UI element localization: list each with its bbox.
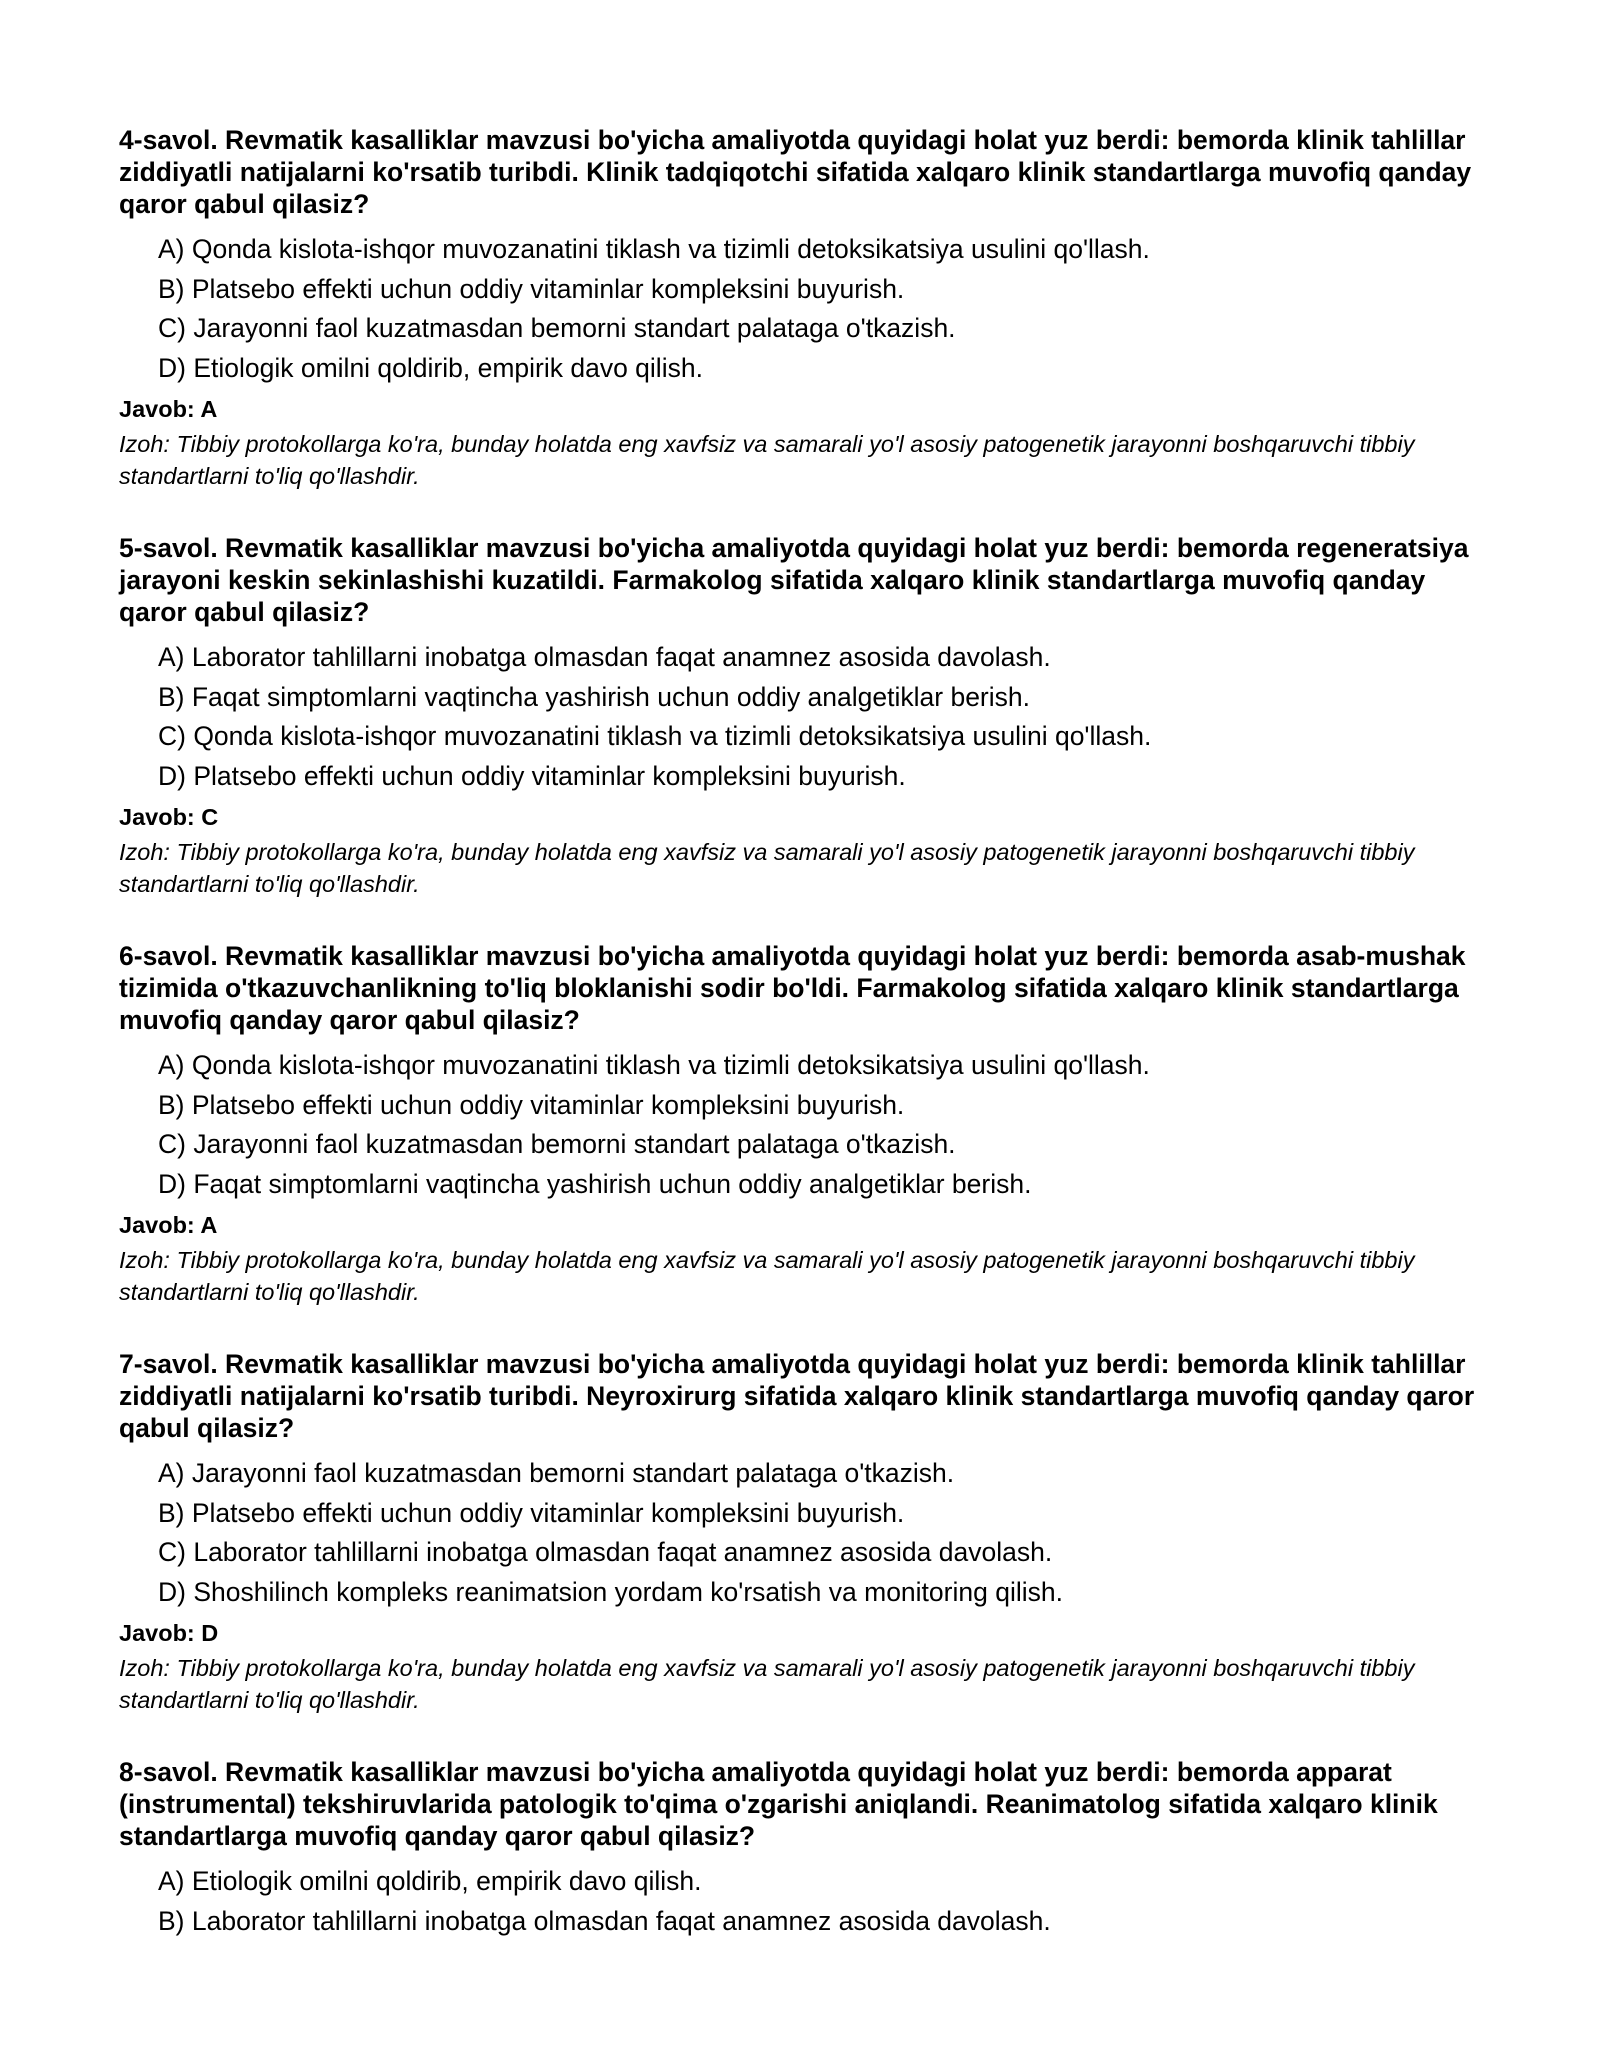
answer-key: Javob: D [119, 1620, 219, 1646]
option-b: B) Platsebo effekti uchun oddiy vitaminlar kompleksini buyurish. [158, 1497, 905, 1528]
option-c: C) Jarayonni faol kuzatmasdan bemorni standart palataga o'tkazish. [158, 1129, 956, 1159]
answer-key: Javob: C [119, 804, 219, 830]
answer-key: Javob: A [119, 1212, 218, 1238]
option-d: D) Shoshilinch kompleks reanimatsion yordam ko'rsatish va monitoring qilish. [158, 1576, 1063, 1607]
option-d: D) Etiologik omilni qoldirib, empirik davo qilish. [158, 352, 703, 383]
question-text: 4-savol. Revmatik kasalliklar mavzusi bo'yicha amaliyotda quyidagi holat yuz berdi: bemorda klinik tahlillar ziddiyatli natijalarni ko'rsatib turibdi. Klinik tadqiqotchi sifatida xalqaro klinik standartlarga muvofiq qanday qaror qabul qilasiz? [119, 125, 1472, 219]
question-6 [119, 940, 1489, 1308]
document-page [119, 124, 1489, 1941]
answer-key: Javob: A [119, 396, 218, 422]
answer-options [119, 638, 1489, 796]
answer-options [119, 1046, 1489, 1204]
option-d: D) Platsebo effekti uchun oddiy vitaminlar kompleksini buyurish. [158, 760, 906, 791]
question-8 [119, 1756, 1489, 1941]
question-text: 5-savol. Revmatik kasalliklar mavzusi bo'yicha amaliyotda quyidagi holat yuz berdi: bemorda regeneratsiya jarayoni keskin sekinlashishi kuzatildi. Farmakolog sifatida xalqaro klinik standartlarga muvofiq qanday qaror qabul qilasiz? [119, 533, 1469, 627]
option-a: A) Laborator tahlillarni inobatga olmasdan faqat anamnez asosida davolash. [158, 642, 1051, 672]
option-a: A) Qonda kislota-ishqor muvozanatini tiklash va tizimli detoksikatsiya usulini qo'llash. [158, 1050, 1150, 1080]
option-b: B) Platsebo effekti uchun oddiy vitaminlar kompleksini buyurish. [158, 273, 905, 304]
option-a: A) Jarayonni faol kuzatmasdan bemorni standart palataga o'tkazish. [158, 1458, 955, 1488]
answer-options [119, 230, 1489, 388]
option-b: B) Laborator tahlillarni inobatga olmasdan faqat anamnez asosida davolash. [158, 1905, 1051, 1936]
question-text: 8-savol. Revmatik kasalliklar mavzusi bo'yicha amaliyotda quyidagi holat yuz berdi: bemorda apparat (instrumental) tekshiruvlarida patologik to'qima o'zgarishi aniqlandi. Reanimatolog sifatida xalqaro klinik standartlarga muvofiq qanday qaror qabul qilasiz? [119, 1757, 1438, 1851]
option-c: C) Jarayonni faol kuzatmasdan bemorni standart palataga o'tkazish. [158, 313, 956, 343]
explanation: Izoh: Tibbiy protokollarga ko'ra, bunday holatda eng xavfsiz va samarali yo'l asosiy patogenetik jarayonni boshqaruvchi tibbiy standartlarni to'liq qo'llashdir. [119, 431, 1415, 489]
question-7 [119, 1348, 1489, 1716]
explanation: Izoh: Tibbiy protokollarga ko'ra, bunday holatda eng xavfsiz va samarali yo'l asosiy patogenetik jarayonni boshqaruvchi tibbiy standartlarni to'liq qo'llashdir. [119, 1655, 1415, 1713]
explanation: Izoh: Tibbiy protokollarga ko'ra, bunday holatda eng xavfsiz va samarali yo'l asosiy patogenetik jarayonni boshqaruvchi tibbiy standartlarni to'liq qo'llashdir. [119, 1247, 1415, 1305]
question-5 [119, 532, 1489, 900]
question-4 [119, 124, 1489, 492]
question-text: 7-savol. Revmatik kasalliklar mavzusi bo'yicha amaliyotda quyidagi holat yuz berdi: bemorda klinik tahlillar ziddiyatli natijalarni ko'rsatib turibdi. Neyroxirurg sifatida xalqaro klinik standartlarga muvofiq qanday qaror qabul qilasiz? [119, 1349, 1475, 1443]
answer-options [119, 1454, 1489, 1612]
question-text: 6-savol. Revmatik kasalliklar mavzusi bo'yicha amaliyotda quyidagi holat yuz berdi: bemorda asab-mushak tizimida o'tkazuvchanlikning to'liq bloklanishi sodir bo'ldi. Farmakolog sifatida xalqaro klinik standartlarga muvofiq qanday qaror qabul qilasiz? [119, 941, 1466, 1035]
option-c: C) Qonda kislota-ishqor muvozanatini tiklash va tizimli detoksikatsiya usulini qo'llash. [158, 721, 1152, 751]
option-b: B) Faqat simptomlarni vaqtincha yashirish uchun oddiy analgetiklar berish. [158, 681, 1030, 712]
option-a: A) Qonda kislota-ishqor muvozanatini tiklash va tizimli detoksikatsiya usulini qo'llash. [158, 234, 1150, 264]
option-b: B) Platsebo effekti uchun oddiy vitaminlar kompleksini buyurish. [158, 1089, 905, 1120]
answer-options [119, 1862, 1489, 1941]
option-d: D) Faqat simptomlarni vaqtincha yashirish uchun oddiy analgetiklar berish. [158, 1168, 1032, 1199]
option-c: C) Laborator tahlillarni inobatga olmasdan faqat anamnez asosida davolash. [158, 1537, 1053, 1567]
explanation: Izoh: Tibbiy protokollarga ko'ra, bunday holatda eng xavfsiz va samarali yo'l asosiy patogenetik jarayonni boshqaruvchi tibbiy standartlarni to'liq qo'llashdir. [119, 839, 1415, 897]
option-a: A) Etiologik omilni qoldirib, empirik davo qilish. [158, 1866, 702, 1896]
